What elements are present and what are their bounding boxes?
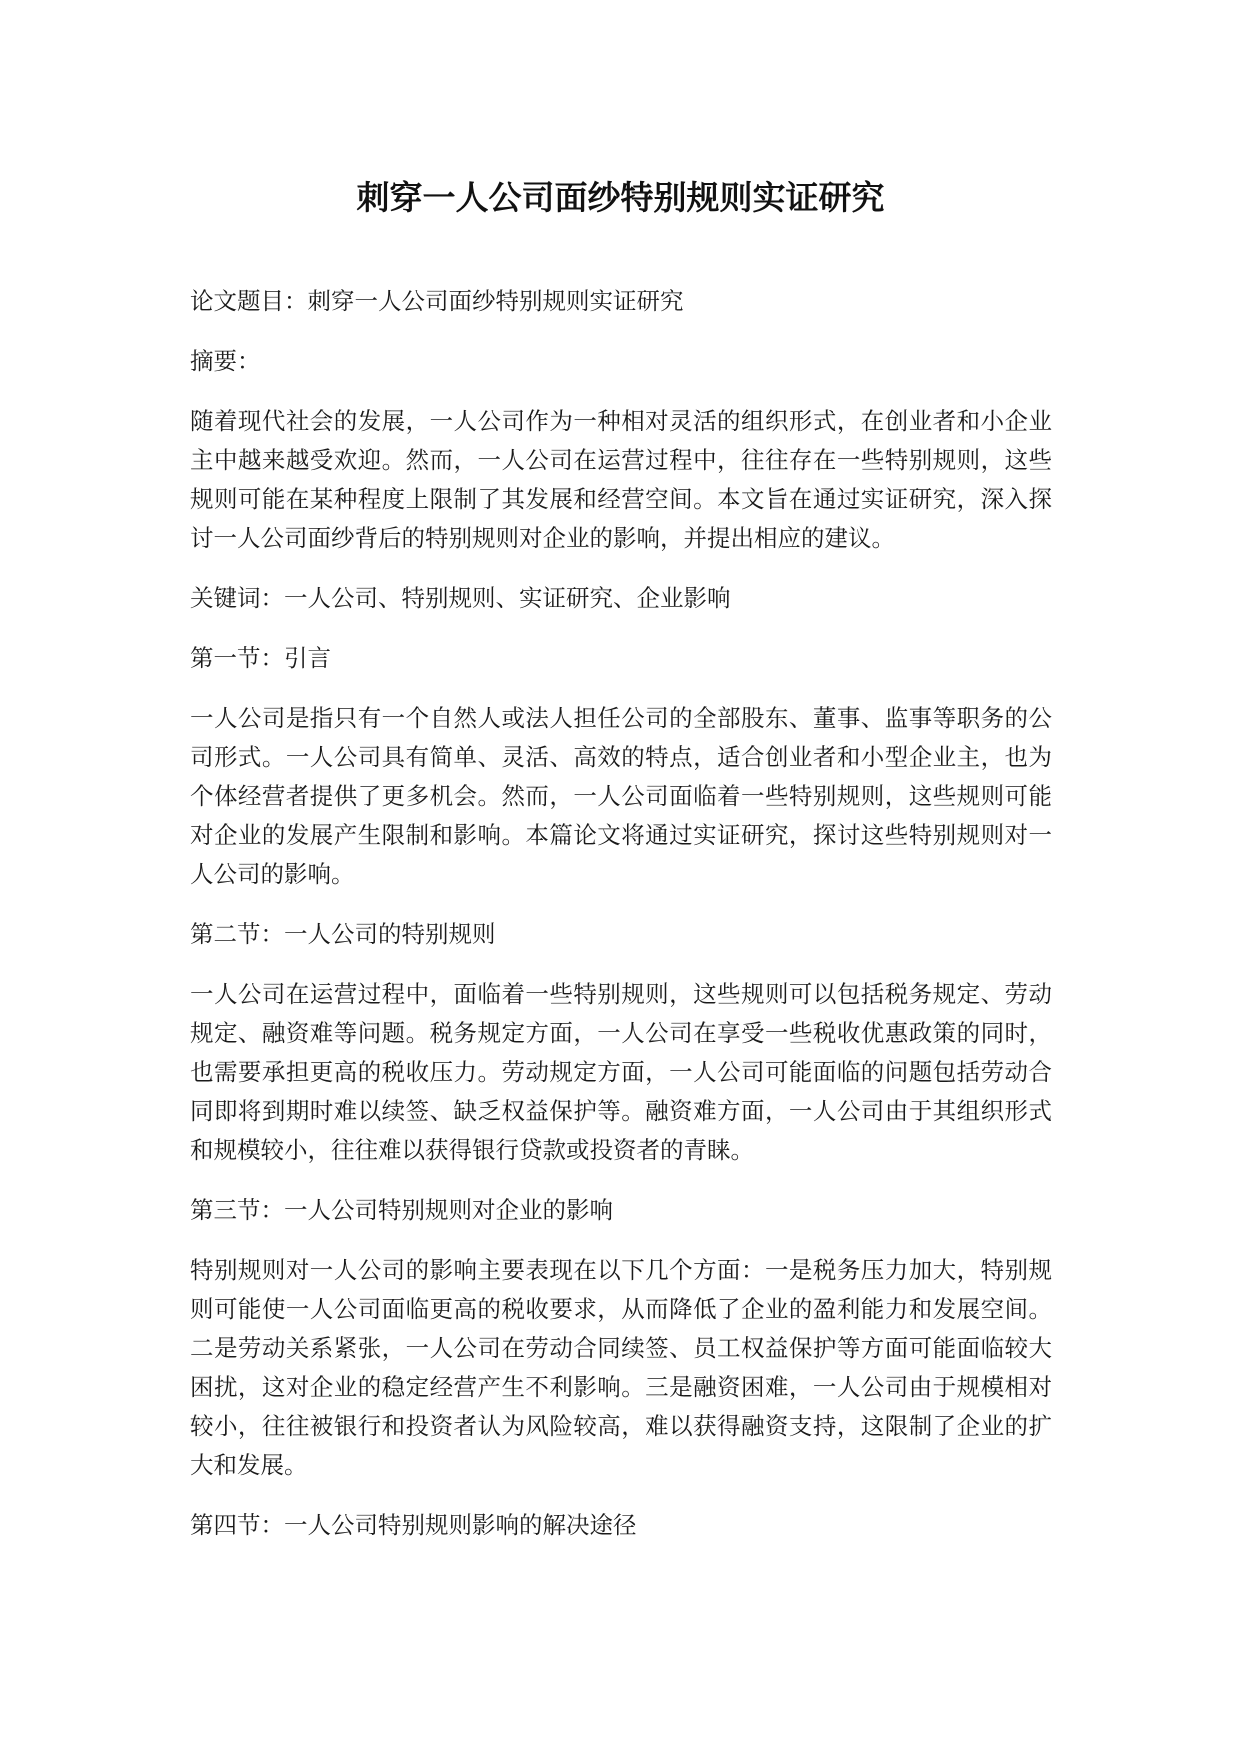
keywords-line: 关键词：一人公司、特别规则、实证研究、企业影响 [190, 584, 731, 612]
section-3-paragraph: 特别规则对一人公司的影响主要表现在以下几个方面：一是税务压力加大，特别规则可能使一人公司面临更高的税收要求，从而降低了企业的盈利能力和发展空间。二是劳动关系紧张，一人公司在劳动合同续签、员工权益保护等方面可能面临较大困扰，这对企业的稳定经营产生不利影响。三是融资困难，一人公司由于规模相对较小，往往被银行和投资者认为风险较高，难以获得融资支持，这限制了企业的扩大和发展。 [190, 1256, 1052, 1479]
document-body [190, 282, 1052, 1566]
document-title: 刺穿一人公司面纱特别规则实证研究 [356, 178, 885, 217]
thesis-title-line: 论文题目：刺穿一人公司面纱特别规则实证研究 [190, 287, 684, 315]
section-2-paragraph: 一人公司在运营过程中，面临着一些特别规则，这些规则可以包括税务规定、劳动规定、融资难等问题。税务规定方面，一人公司在享受一些税收优惠政策的同时，也需要承担更高的税收压力。劳动规定方面，一人公司可能面临的问题包括劳动合同即将到期时难以续签、缺乏权益保护等。融资难方面，一人公司由于其组织形式和规模较小，往往难以获得银行贷款或投资者的青睐。 [190, 980, 1052, 1164]
abstract-heading: 摘要： [190, 347, 261, 375]
section-4-heading: 第四节：一人公司特别规则影响的解决途径 [190, 1511, 637, 1539]
section-1-heading: 第一节：引言 [190, 644, 331, 672]
section-3-heading: 第三节：一人公司特别规则对企业的影响 [190, 1196, 613, 1224]
abstract-paragraph: 随着现代社会的发展，一人公司作为一种相对灵活的组织形式，在创业者和小企业主中越来越受欢迎。然而，一人公司在运营过程中，往往存在一些特别规则，这些规则可能在某种程度上限制了其发展和经营空间。本文旨在通过实证研究，深入探讨一人公司面纱背后的特别规则对企业的影响，并提出相应的建议。 [190, 407, 1052, 552]
section-2-heading: 第二节：一人公司的特别规则 [190, 920, 496, 948]
section-1-paragraph: 一人公司是指只有一个自然人或法人担任公司的全部股东、董事、监事等职务的公司形式。一人公司具有简单、灵活、高效的特点，适合创业者和小型企业主，也为个体经营者提供了更多机会。然而，一人公司面临着一些特别规则，这些规则可能对企业的发展产生限制和影响。本篇论文将通过实证研究，探讨这些特别规则对一人公司的影响。 [190, 704, 1052, 888]
